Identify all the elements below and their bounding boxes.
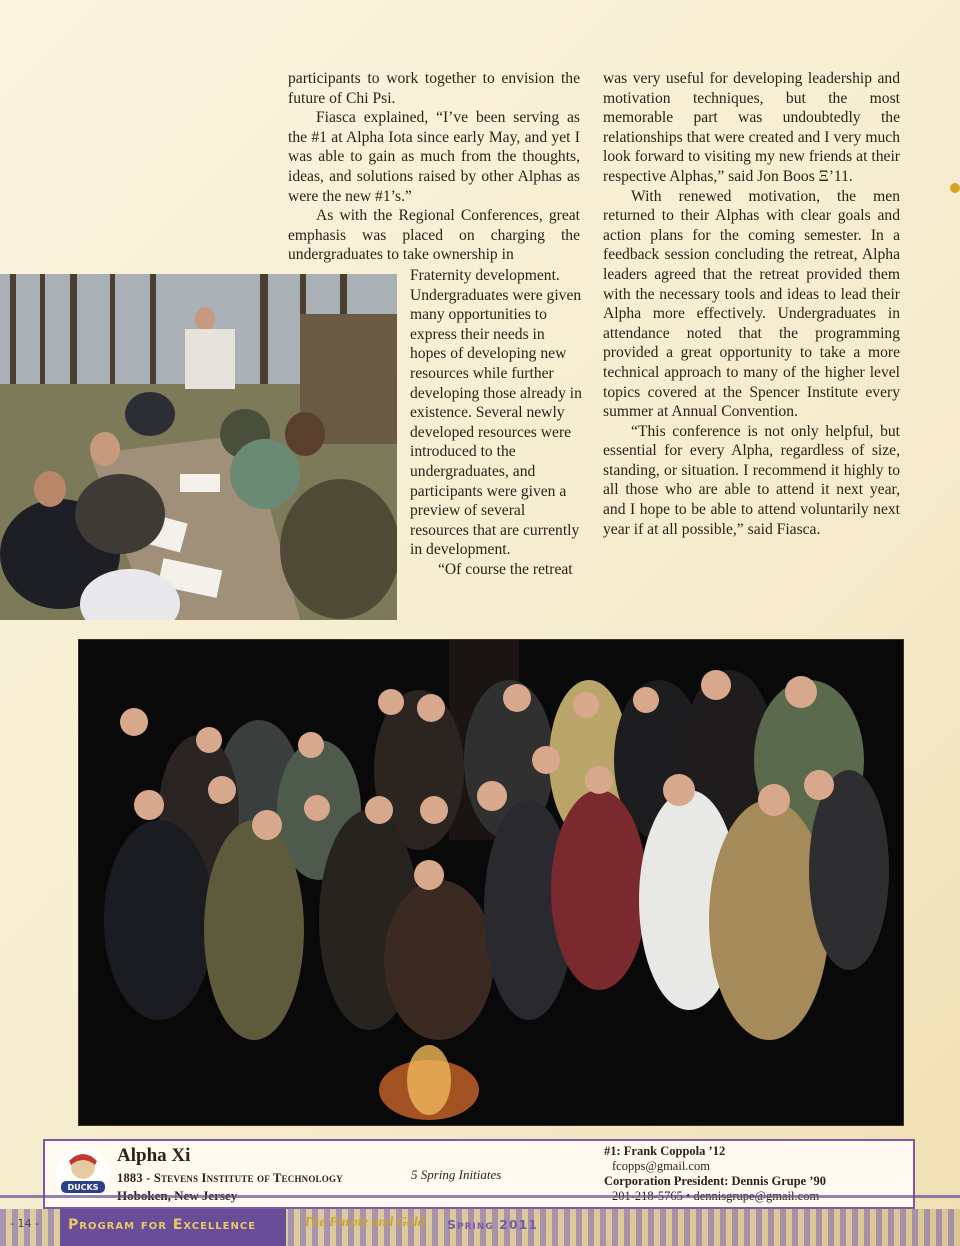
footer-section-title: Program for Excellence (68, 1217, 257, 1233)
footer-publication: The Purple and Gold (303, 1215, 425, 1230)
page-number: - 14 - (10, 1217, 39, 1230)
paragraph: was very useful for developing leadership and motivation techniques, but the most memorable part was undoubtedly the relationships that were created and I very much look forward to visiting my new friends at their respective Alphas,” said Jon Boos Ξ’11. (603, 70, 900, 185)
svg-text:DUCKS: DUCKS (67, 1183, 99, 1192)
retreat-meeting-photo (0, 274, 397, 620)
retreat-meeting-illustration (0, 274, 397, 620)
decorative-dot (950, 183, 960, 193)
contact-1-label: #1: Frank Coppola ’12 (604, 1144, 726, 1158)
chapter-school: 1883 - Stevens Institute of Technology (117, 1171, 343, 1185)
article-column-2 (603, 69, 900, 539)
paragraph: As with the Regional Conferences, great emphasis was placed on charging the undergraduates to take ownership in (288, 207, 580, 264)
alpha-group-photo (78, 639, 904, 1126)
paragraph: “This conference is not only helpful, but essential for every Alpha, regardless of size, standing, or situation. I recommend it highly to all those who are able to attend it next year, and I hope to be able to attend voluntarily next year if at all possible,” said Fiasca. (603, 422, 900, 538)
chapter-name: Alpha Xi (117, 1145, 191, 1166)
article-column-1-wrap (410, 266, 582, 580)
paragraph: “Of course the retreat (438, 560, 573, 578)
paragraph: participants to work together to envision the future of Chi Psi. (288, 70, 580, 107)
contact-2-label: Corporation President: Dennis Grupe ’90 (604, 1174, 826, 1188)
paragraph: Fiasca explained, “I’ve been serving as the #1 at Alpha Iota since early May, and yet I was able to gain as much from the thoughts, ideas, and solutions raised by other Alphas as were the new #1’s.” (288, 109, 580, 205)
chapter-info-box (43, 1139, 915, 1209)
paragraph: With renewed motivation, the men returned to their Alphas with clear goals and action plans for the coming semester. In a feedback session concluding the retreat, Alpha leaders agreed that the retreat provided them with the necessary tools and ideas to lead their Alpha more effectively. Undergraduates in attendance noted that the programming provided a great opportunity to take a more technical approach to many of the higher level topics covered at the Spencer Institute every summer at Annual Convention. (603, 187, 900, 421)
chapter-initiates: 5 Spring Initiates (411, 1167, 502, 1182)
contact-1-email: fcopps@gmail.com (612, 1159, 710, 1173)
article-column-1-top (288, 69, 580, 265)
group-photo-illustration (79, 640, 903, 1125)
footer-rule (0, 1195, 960, 1198)
paragraph: Fraternity development. Undergraduates were given many opportunities to express their needs in hopes of developing new resources while further developing those already in existence. Several newly developed resources were introduced to the undergraduates, and participants were given a preview of several resources that are currently in development. (410, 267, 582, 559)
footer-season: Spring 2011 (447, 1217, 538, 1232)
